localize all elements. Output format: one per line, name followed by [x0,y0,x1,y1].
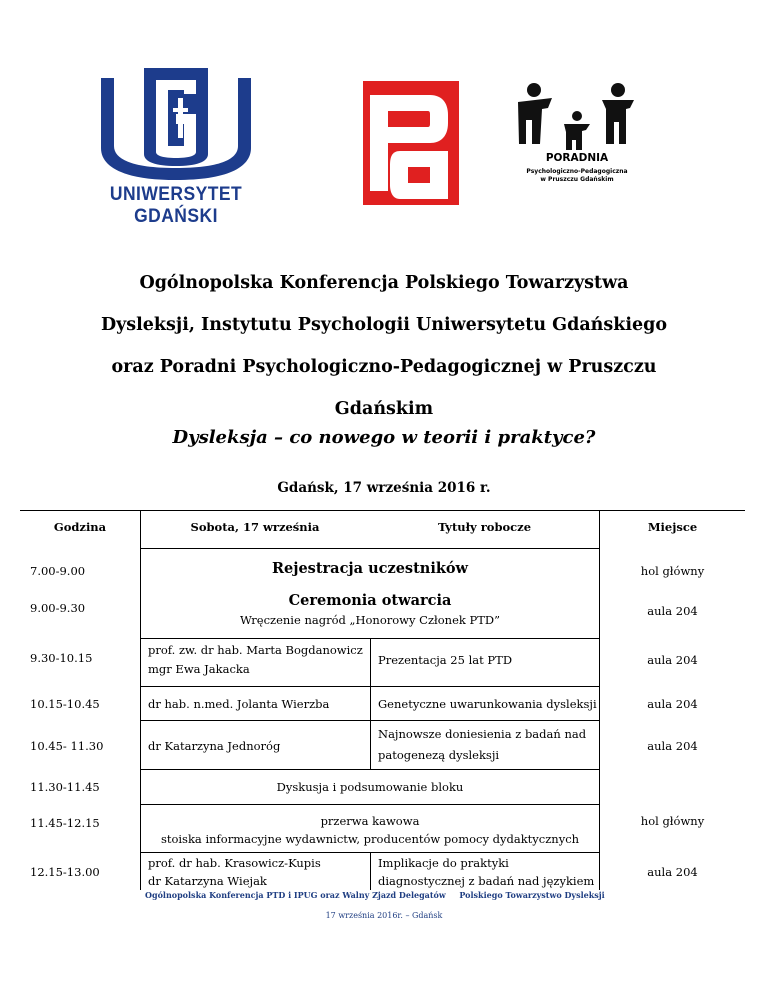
row-time: 9.30-10.15 [30,651,93,665]
row-event: Ceremonia otwarcia [288,592,452,609]
poradnia-subtitle-line1: Psychologiczno-Pedagogiczna [526,168,628,175]
row-topic: patogenezą dysleksji [378,748,500,762]
row-event-sub: Wręczenie nagród „Honorowy Członek PTD” [239,613,501,627]
poradnia-title: PORADNIA [545,152,609,164]
row-event-sub: stoiska informacyjne wydawnictw, producentów pomocy dydaktycznych [160,832,580,846]
table-rule [370,638,371,769]
row-topic: Implikacje do praktyki [378,856,509,870]
table-rule [140,769,600,770]
row-event: Rejestracja uczestników [271,560,469,577]
row-time: 10.45- 11.30 [30,739,104,753]
row-speaker: dr Katarzyna Wiejak [148,874,267,888]
row-place: hol główny [640,814,705,828]
place-date: Gdańsk, 17 września 2016 r. [277,480,491,496]
row-topic: Najnowsze doniesienia z badań nad [378,727,587,741]
row-topic: Genetyczne uwarunkowania dysleksji [378,697,597,711]
title-line: Dysleksji, Instytutu Psychologii Uniwersytetu Gdańskiego [100,315,668,335]
footer-conference: Ogólnopolska Konferencja PTD i IPUG oraz Walny Zjazd Delegatów [145,890,446,900]
table-rule [140,548,600,549]
poradnia-subtitle [502,168,652,184]
row-event: Dyskusja i podsumowanie bloku [276,780,464,794]
row-speaker: dr hab. n.med. Jolanta Wierzba [148,697,330,711]
row-place: aula 204 [647,865,698,879]
row-time: 11.45-12.15 [30,816,100,830]
row-event: przerwa kawowa [320,814,420,828]
row-place: aula 204 [647,739,698,753]
family-figures-icon [502,82,652,154]
ptd-logo [360,81,459,205]
row-place: aula 204 [647,653,698,667]
conference-subtitle: Dysleksja – co nowego w teorii i praktyce? [172,427,596,448]
row-time: 10.15-10.45 [30,697,100,711]
header-place: Miejsce [647,520,698,534]
table-border [20,510,745,511]
row-place: aula 204 [647,697,698,711]
title-line: Gdańskim [334,399,434,419]
row-place: aula 204 [647,604,698,618]
footer-line [145,890,605,900]
poradnia-logo [502,82,652,192]
row-time: 9.00-9.30 [30,601,86,615]
poradnia-subtitle-line2: w Pruszczu Gdańskim [540,176,614,183]
row-time: 12.15-13.00 [30,865,100,879]
row-time: 7.00-9.00 [30,564,86,578]
title-line: oraz Poradni Psychologiczno-Pedagogicznej w Pruszczu [111,357,657,377]
row-topic: Prezentacja 25 lat PTD [378,653,513,667]
title-line: Ogólnopolska Konferencja Polskiego Towarzystwa [139,273,629,293]
footer-date: 17 września 2016r. – Gdańsk [325,911,443,920]
table-rule [140,804,600,805]
row-speaker: prof. dr hab. Krasowicz-Kupis [148,856,321,870]
header-time: Godzina [53,520,107,534]
row-speaker: mgr Ewa Jakacka [148,662,250,676]
row-topic: diagnostycznej z badań nad językiem [378,874,595,888]
table-rule [370,852,371,890]
footer-society: Polskiego Towarzystwo Dysleksji [459,890,605,900]
header-titles: Tytuły robocze [437,520,532,534]
ptd-emblem-icon [360,81,459,205]
university-gdansk-logo [66,68,286,227]
row-speaker: dr Katarzyna Jednoróg [148,739,281,753]
ug-emblem-icon [66,68,286,183]
university-name: UNIWERSYTET GDAŃSKI [109,184,243,227]
row-speaker: prof. zw. dr hab. Marta Bogdanowicz [148,643,363,657]
row-time: 11.30-11.45 [30,780,100,794]
conference-title [40,262,728,430]
header-day: Sobota, 17 września [190,520,320,534]
row-place: hol główny [640,564,705,578]
